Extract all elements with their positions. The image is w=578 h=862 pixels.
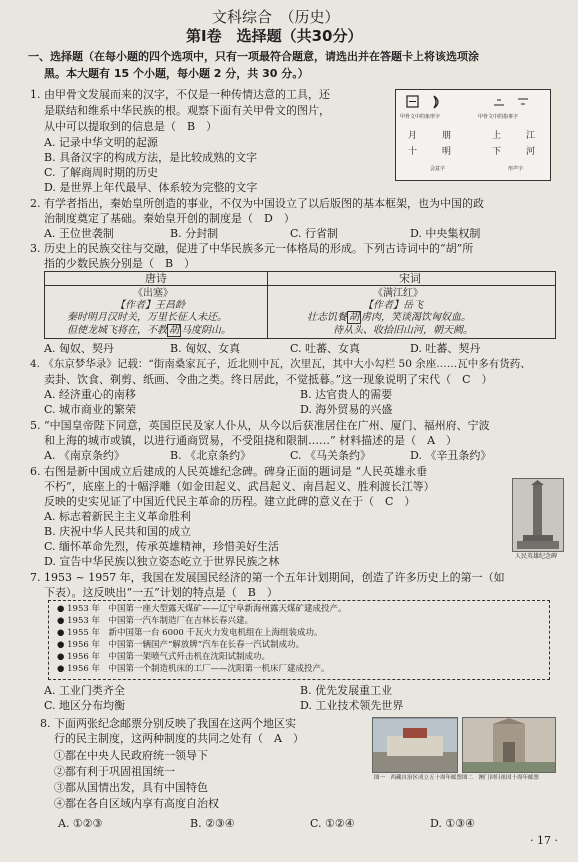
poem2-title: 《满江红》: [373, 288, 423, 299]
q7-option-d: D. 工业技术领先世界: [300, 699, 404, 712]
fig-char-he: 河: [526, 147, 536, 157]
q5-option-b: B. 《北京条约》: [170, 449, 252, 462]
q5-line2: 和上海的城市或镇，以进行通商贸易，不受阻挠和限制……” 材料描述的是（ A ）: [44, 434, 458, 447]
q1-option-d: D. 是世界上年代最早、体系较为完整的文字: [44, 181, 258, 194]
q4-line1: 4. 《东京梦华录》记载：“街南桑家瓦子，近北则中瓦，次里瓦，其中大小勾栏 50 余座……瓦中多有货药、: [30, 358, 531, 370]
poem1-line2-before: 但使龙城飞将在，不教: [67, 325, 167, 336]
q5-option-d: D. 《辛丑条约》: [410, 449, 492, 462]
poem1-title: 《出塞》: [133, 288, 173, 299]
q8-statement-4: ④都在各自区域内享有高度自治权: [54, 797, 219, 810]
q3-option-b: B. 匈奴、女真: [170, 342, 241, 355]
fig-char-ming: 明: [442, 147, 452, 157]
q4-option-c: C. 城市商业的繁荣: [44, 403, 137, 416]
poem2-hu-boxed: 胡: [349, 312, 359, 323]
fig-char-peng: 朋: [442, 131, 452, 141]
milestone-row-text: 1953 年 中国第一座大型露天煤矿——辽宁阜新海州露天煤矿建成投产。: [67, 604, 347, 614]
q3-option-d: D. 吐蕃、契丹: [410, 342, 481, 355]
q2-option-c: C. 行省制: [290, 227, 339, 240]
q1-line2: 是联结和维系中华民族的根。观察下面有关甲骨文的图片，: [44, 104, 330, 117]
milestone-row-text: 1955 年 新中国第一台 6000 千瓦火力发电机组在上海组装成功。: [67, 628, 323, 638]
q3-option-c: C. 吐蕃、女真: [290, 342, 361, 355]
q3-line2: 指的少数民族分别是（ B ）: [44, 257, 196, 270]
q6-line2: 不朽”，底座上的十幅浮雕（如金田起义、武昌起义、南昌起义、胜利渡长江等）: [44, 480, 435, 493]
tibet-stamp: [372, 717, 458, 773]
oracle-upper-icon: [492, 95, 506, 109]
fig-caption-phonetic: 形声字: [508, 166, 524, 172]
q1-line3: 从中可以提取到的信息是（ B ）: [44, 120, 218, 133]
q2-line1: 2. 有学者指出，秦始皇所创造的事业，不仅为中国设立了以后版图的基本框架，也为中国的政: [30, 197, 484, 210]
milestone-row-text: 1956 年 中国第一架喷气式歼击机在沈阳试制成功。: [67, 652, 270, 662]
q5-line1: 5. “中国皇帝陛下同意，英国臣民及家人仆从，从今以后获准居住在广州、厦门、福州府、宁波: [30, 419, 490, 432]
poem1-line2: [67, 324, 231, 337]
q1-line1: 1. 由甲骨文发展而来的汉字，不仅是一种传情达意的工具，还: [30, 88, 330, 101]
milestone-row: [57, 603, 346, 615]
oracle-bone-figure: [395, 89, 551, 181]
milestone-row: [57, 651, 270, 663]
poem2-author: 【作者】岳飞: [363, 300, 423, 311]
bullet-icon: ●: [57, 640, 65, 650]
section-instructions-line2: 黑。本大题有 15 个小题，每小题 2 分，共 30 分。）: [44, 67, 309, 80]
bullet-icon: ●: [57, 616, 65, 626]
milestone-row: [57, 639, 304, 651]
q7-option-a: A. 工业门类齐全: [44, 684, 125, 697]
monument-photo: [512, 478, 564, 552]
q8-option-c: C. ①②④: [310, 817, 355, 830]
q7-option-c: C. 地区分布均衡: [44, 699, 126, 712]
macau-stamp: [462, 717, 556, 773]
q4-option-a: A. 经济重心的南移: [44, 388, 136, 401]
bullet-icon: ●: [57, 652, 65, 662]
fig-caption-indicative: 甲骨文中的指事字: [478, 114, 519, 120]
oracle-sun-icon: [406, 95, 420, 109]
milestone-row: [57, 615, 253, 627]
q2-option-b: B. 分封制: [170, 227, 219, 240]
page-number: · 17 ·: [530, 834, 558, 847]
milestone-row: [57, 663, 329, 675]
oracle-lower-icon: [516, 95, 530, 109]
q2-option-a: A. 王位世袭制: [44, 227, 114, 240]
poem2-line1-after: 虏肉，笑谈渴饮匈奴血。: [361, 312, 471, 323]
q8-line2: 行的民主制度，这两种制度的共同之处有（ A ）: [54, 732, 304, 745]
q3-line1: 3. 历史上的民族交往与交融，促进了中华民族多元一体格局的形成。下列古诗词中的“胡”所: [30, 242, 474, 255]
q7-option-b: B. 优先发展重工业: [300, 684, 393, 697]
poem1-line1: 秦时明月汉时关，万里长征人未还。: [67, 312, 227, 323]
q2-line2: 治制度奠定了基础。秦始皇开创的制度是（ D ）: [44, 212, 295, 225]
bullet-icon: ●: [57, 664, 65, 674]
poem1-hu-boxed: 胡: [169, 325, 179, 336]
fig-caption-pictograph: 甲骨文中的象形字: [400, 114, 441, 120]
table-header-tang: 唐诗: [145, 272, 167, 285]
fig-char-moon: 月: [408, 131, 418, 141]
bullet-icon: ●: [57, 628, 65, 638]
subject-title: 文科综合 （历史）: [212, 8, 340, 26]
q8-statement-3: ③都从国情出发，具有中国特色: [54, 781, 208, 794]
fig-caption-ideographic: 会意字: [430, 166, 446, 172]
poem1-author: 【作者】王昌龄: [115, 300, 185, 311]
q7-line2: 下表）。这反映出“一五”计划的特点是（ B ）: [44, 586, 278, 599]
q8-option-a: A. ①②③: [58, 817, 103, 830]
q8-statement-1: ①都在中央人民政府统一领导下: [54, 749, 208, 762]
q5-option-a: A. 《南京条约》: [44, 449, 125, 462]
stamp-caption-2: 图二 澳门回归祖国十周年邮票: [462, 775, 540, 781]
poem2-line1: [307, 311, 471, 324]
q6-option-b: B. 庆祝中华人民共和国的成立: [44, 525, 192, 538]
oracle-moon-icon: [430, 95, 444, 109]
monument-caption: 人民英雄纪念碑: [515, 553, 558, 560]
q2-option-d: D. 中央集权制: [410, 227, 481, 240]
q1-option-a: A. 记录中华文明的起源: [44, 136, 158, 149]
q1-option-b: B. 具备汉字的构成方法，是比较成熟的文字: [44, 151, 258, 164]
macau-ruins-icon: [463, 718, 555, 772]
q3-option-a: A. 匈奴、契丹: [44, 342, 114, 355]
fig-char-xia: 下: [492, 147, 502, 157]
q6-option-c: C. 缅怀革命先烈，传承英雄精神，珍惜美好生活: [44, 540, 280, 553]
q7-milestones-table: [48, 600, 550, 680]
poem-table: [44, 271, 556, 339]
fig-char-shi: 十: [408, 147, 418, 157]
monument-icon: [513, 479, 563, 551]
fig-char-jiang: 江: [526, 131, 536, 141]
q6-line1: 6. 右图是新中国成立后建成的人民英雄纪念碑。碑身正面的题词是 “人民英雄永垂: [30, 465, 428, 478]
poem2-line1-before: 壮志饥餐: [307, 312, 347, 323]
q4-option-d: D. 海外贸易的兴盛: [300, 403, 393, 416]
q4-option-b: B. 达官贵人的需要: [300, 388, 393, 401]
milestone-row-text: 1953 年 中国第一汽车制造厂在吉林长春兴建。: [67, 616, 253, 626]
stamp-caption-1: 图一 西藏自治区成立五十周年邮票: [374, 775, 463, 781]
bullet-icon: ●: [57, 604, 65, 614]
poem1-line2-after: 马度阴山。: [181, 325, 231, 336]
milestone-row-text: 1956 年 中国第一辆国产“解放牌”汽车在长春一汽试制成功。: [67, 640, 305, 650]
q6-option-d: D. 宣告中华民族以独立姿态屹立于世界民族之林: [44, 555, 280, 568]
volume-title: 第Ⅰ卷 选择题（共30分）: [186, 27, 363, 45]
q5-option-c: C. 《马关条约》: [290, 449, 372, 462]
q6-option-a: A. 标志着新民主主义革命胜利: [44, 510, 191, 523]
table-header-song: 宋词: [399, 272, 421, 285]
section-instructions-line1: 一、选择题（在每小题的四个选项中，只有一项最符合题意，请选出并在答题卡上将该选项涂: [28, 50, 479, 63]
q8-option-d: D. ①③④: [430, 817, 476, 830]
q1-option-c: C. 了解商周时期的历史: [44, 166, 159, 179]
milestone-row: [57, 627, 323, 639]
q8-statement-2: ②都有利于巩固祖国统一: [54, 765, 175, 778]
palace-icon: [373, 718, 457, 772]
fig-char-shang: 上: [492, 131, 502, 141]
milestone-row-text: 1956 年 中国第一个制造机床的工厂——沈阳第一机床厂建成投产。: [67, 664, 330, 674]
q6-line3: 反映的史实见证了中国近代民主革命的历程。建立此碑的意义在于（ C ）: [44, 495, 416, 508]
poem2-line2: 待从头、收拾旧山河，朝天阙。: [333, 325, 473, 336]
q4-line2: 卖卦、饮食、剃剪、纸画、令曲之类。终日居此，不觉抵暮。”这一现象说明了宋代（ C ）: [44, 373, 493, 386]
q8-line1: 8. 下面两张纪念邮票分别反映了我国在这两个地区实: [40, 717, 296, 730]
q7-line1: 7. 1953 ~ 1957 年，我国在发展国民经济的第一个五年计划期间，创造了许多历史上的第一（如: [30, 571, 505, 584]
q8-option-b: B. ②③④: [190, 817, 235, 830]
